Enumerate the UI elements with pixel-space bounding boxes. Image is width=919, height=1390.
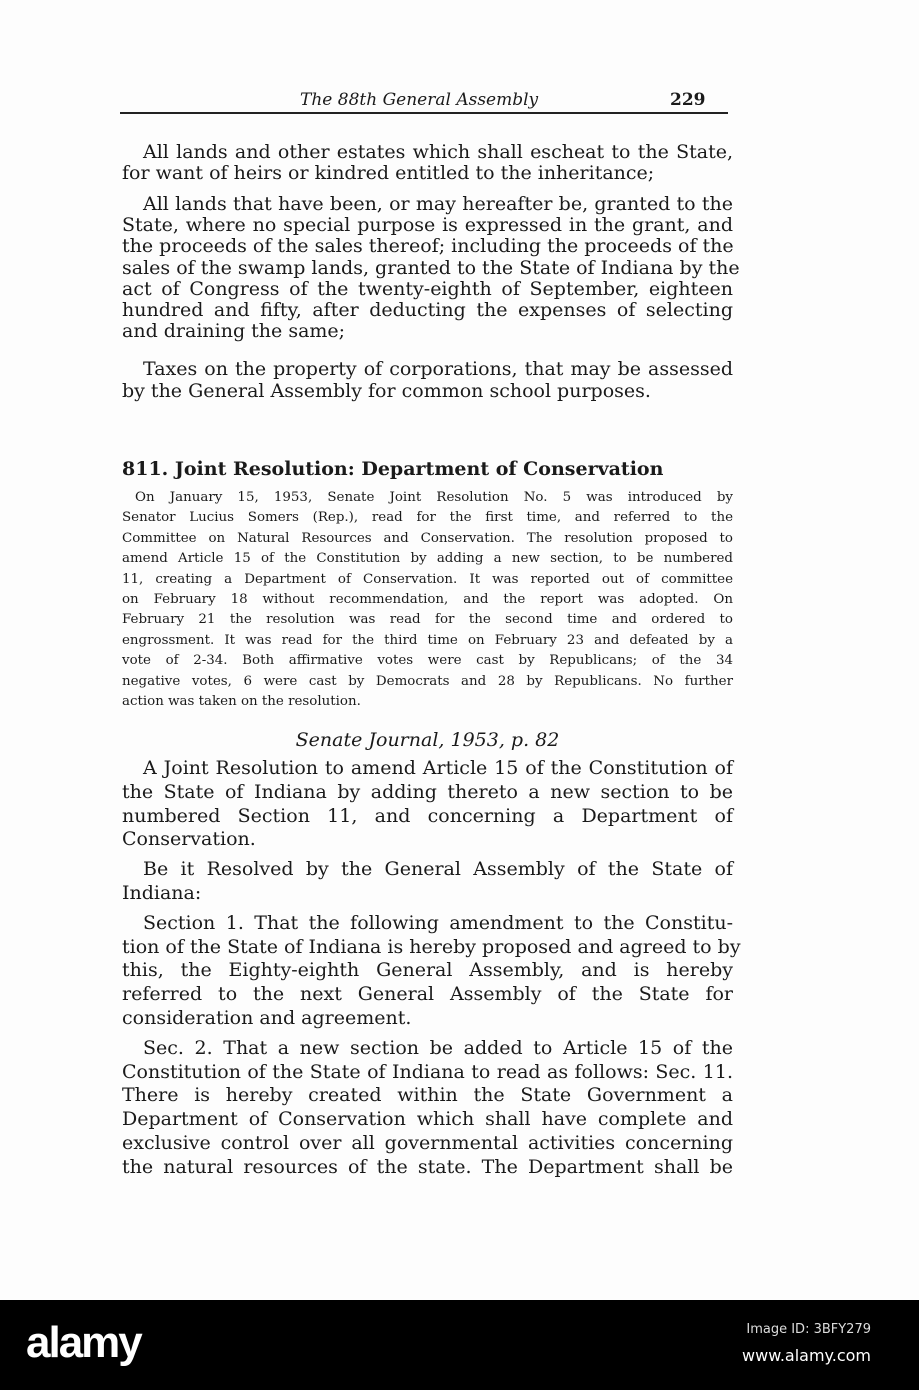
- text-line: exclusive control over all governmental activities concerning: [122, 1132, 733, 1154]
- text-line: sales of the swamp lands, granted to the State of Indiana by the: [122, 257, 740, 279]
- text-line: Indiana:: [122, 882, 202, 904]
- text-line: amend Article 15 of the Constitution by adding a new section, to be numbered: [122, 551, 733, 567]
- text-line: vote of 2-34. Both affirmative votes were cast by Republicans; of the 34: [122, 653, 733, 669]
- text-line: action was taken on the resolution.: [122, 694, 361, 709]
- text-line: Constitution of the State of Indiana to read as follows: Sec. 11.: [122, 1060, 733, 1083]
- text-line: State, where no special purpose is expressed in the grant, and: [122, 214, 733, 236]
- text-line: 11, creating a Department of Conservation. It was reported out of committee: [122, 571, 733, 587]
- text-line: by the General Assembly for common school purposes.: [122, 380, 651, 402]
- running-header-title: The 88th General Assembly: [300, 90, 539, 110]
- text-line: February 21 the resolution was read for the second time and ordered to: [122, 612, 733, 628]
- text-line: the proceeds of the sales thereof; including the proceeds of the: [122, 235, 734, 257]
- text-line: the natural resources of the state. The Department shall be: [122, 1155, 733, 1178]
- text-line: On January 15, 1953, Senate Joint Resolution No. 5 was introduced by: [135, 490, 733, 505]
- text-line: consideration and agreement.: [122, 1007, 412, 1029]
- text-line: on February 18 without recommendation, and the report was adopted. On: [122, 592, 733, 607]
- section-heading: 811. Joint Resolution: Department of Conservation: [122, 458, 664, 480]
- text-line: numbered Section 11, and concerning a Department of: [122, 804, 733, 827]
- image-id: Image ID: 3BFY279: [746, 1322, 871, 1337]
- text-line: act of Congress of the twenty-eighth of September, eighteen: [122, 278, 733, 300]
- text-line: A Joint Resolution to amend Article 15 of the Constitution of: [143, 757, 733, 779]
- text-line: for want of heirs or kindred entitled to the inheritance;: [122, 162, 655, 184]
- text-line: referred to the next General Assembly of the State for: [122, 983, 733, 1006]
- text-line: tion of the State of Indiana is hereby proposed and agreed to by: [122, 935, 741, 958]
- text-line: Senator Lucius Somers (Rep.), read for the first time, and referred to the: [122, 510, 733, 526]
- citation: Senate Journal, 1953, p. 82: [295, 729, 560, 751]
- text-line: this, the Eighty-eighth General Assembly, and is hereby: [122, 959, 733, 982]
- text-line: There is hereby created within the State Government a: [122, 1084, 733, 1107]
- text-line: negative votes, 6 were cast by Democrats and 28 by Republicans. No further: [122, 673, 733, 689]
- alamy-logo: alamy: [26, 1318, 141, 1367]
- watermark-banner: [0, 1300, 919, 1390]
- text-line: the State of Indiana by adding thereto a new section to be: [122, 780, 733, 803]
- text-line: engrossment. It was read for the third time on February 23 and defeated by a: [122, 632, 733, 648]
- text-line: All lands that have been, or may hereafter be, granted to the: [143, 193, 733, 215]
- text-line: Section 1. That the following amendment to the Constitu-: [143, 911, 733, 934]
- text-line: All lands and other estates which shall escheat to the State,: [143, 141, 733, 163]
- text-line: Department of Conservation which shall have complete and: [122, 1108, 733, 1131]
- text-line: Taxes on the property of corporations, that may be assessed: [143, 358, 733, 380]
- page-number: 229: [670, 90, 706, 110]
- text-line: hundred and fifty, after deducting the expenses of selecting: [122, 299, 733, 321]
- text-line: Be it Resolved by the General Assembly of the State of: [143, 858, 733, 881]
- text-line: and draining the same;: [122, 320, 346, 342]
- text-line: Sec. 2. That a new section be added to Article 15 of the: [143, 1036, 733, 1059]
- header-rule: [120, 112, 728, 114]
- site-url: www.alamy.com: [742, 1346, 871, 1365]
- text-line: Conservation.: [122, 828, 256, 851]
- text-line: Committee on Natural Resources and Conservation. The resolution proposed to: [122, 530, 733, 546]
